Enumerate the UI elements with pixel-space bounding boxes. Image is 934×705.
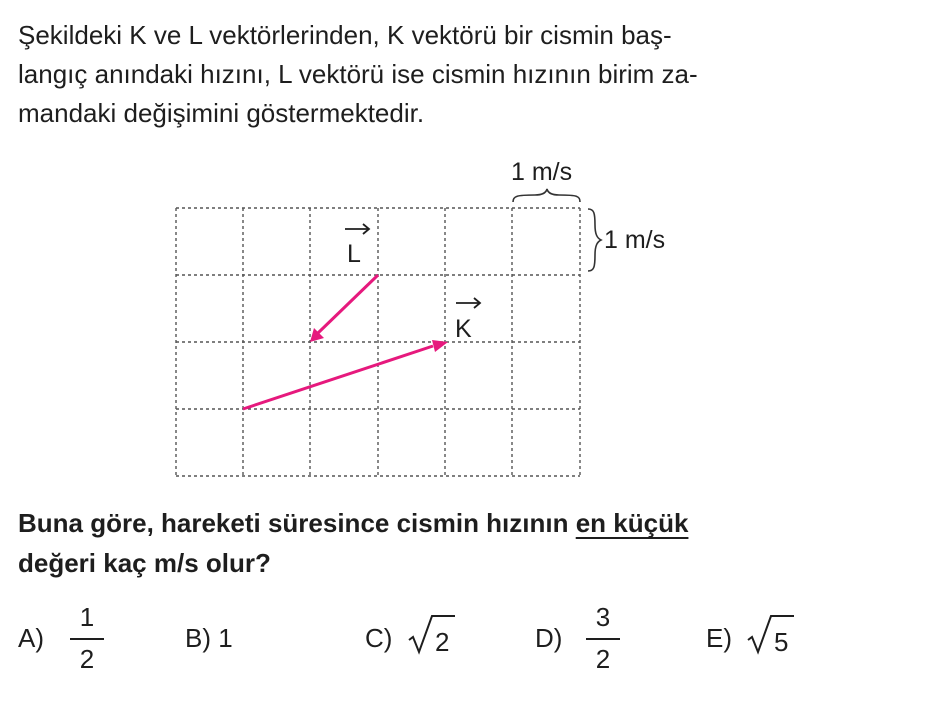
vector-l-name: L xyxy=(347,240,361,268)
question-text: Buna göre, hareketi süresince cismin hızının xyxy=(18,508,576,538)
top-unit-label: 1 m/s xyxy=(511,158,573,186)
vector-k-label xyxy=(455,298,480,343)
option-c-letter: C) xyxy=(365,623,393,653)
question-line-1 xyxy=(18,503,918,543)
fraction-denominator: 2 xyxy=(79,644,95,674)
option-e-radicand: 5 xyxy=(774,627,789,657)
intro-line-1: Şekildeki K ve L vektörlerinden, K vektörü bir cismin baş- xyxy=(18,20,672,50)
question-emphasis: en küçük xyxy=(575,508,689,538)
question-line-2: değeri kaç m/s olur? xyxy=(18,548,271,578)
vector-l-label xyxy=(345,224,369,268)
fraction-numerator: 3 xyxy=(595,602,611,632)
option-d-letter: D) xyxy=(535,623,563,653)
vector-k-shaft xyxy=(243,346,433,409)
vector-l-shaft xyxy=(318,275,378,333)
grid xyxy=(176,208,580,476)
vector-l xyxy=(310,275,378,342)
top-unit-brace xyxy=(513,189,580,202)
option-c-radicand: 2 xyxy=(435,627,450,657)
option-b-label: B) 1 xyxy=(185,623,233,653)
side-unit-label: 1 m/s xyxy=(604,226,666,254)
fraction-numerator: 1 xyxy=(79,602,95,632)
option-a-fraction xyxy=(70,600,104,676)
sqrt-icon xyxy=(407,610,457,660)
vector-k-name: K xyxy=(455,315,472,343)
question xyxy=(18,503,918,583)
option-a-letter: A) xyxy=(18,623,44,653)
sqrt-icon xyxy=(746,610,796,660)
fraction-denominator: 2 xyxy=(595,644,611,674)
vector-k xyxy=(243,340,448,409)
intro-line-3: mandaki değişimini göstermektedir. xyxy=(18,98,425,128)
intro-line-2: langıç anındaki hızını, L vektörü ise cismin hızının birim za- xyxy=(18,59,698,89)
side-unit-brace xyxy=(588,209,601,271)
option-e-letter: E) xyxy=(706,623,732,653)
option-d-fraction xyxy=(586,600,620,676)
